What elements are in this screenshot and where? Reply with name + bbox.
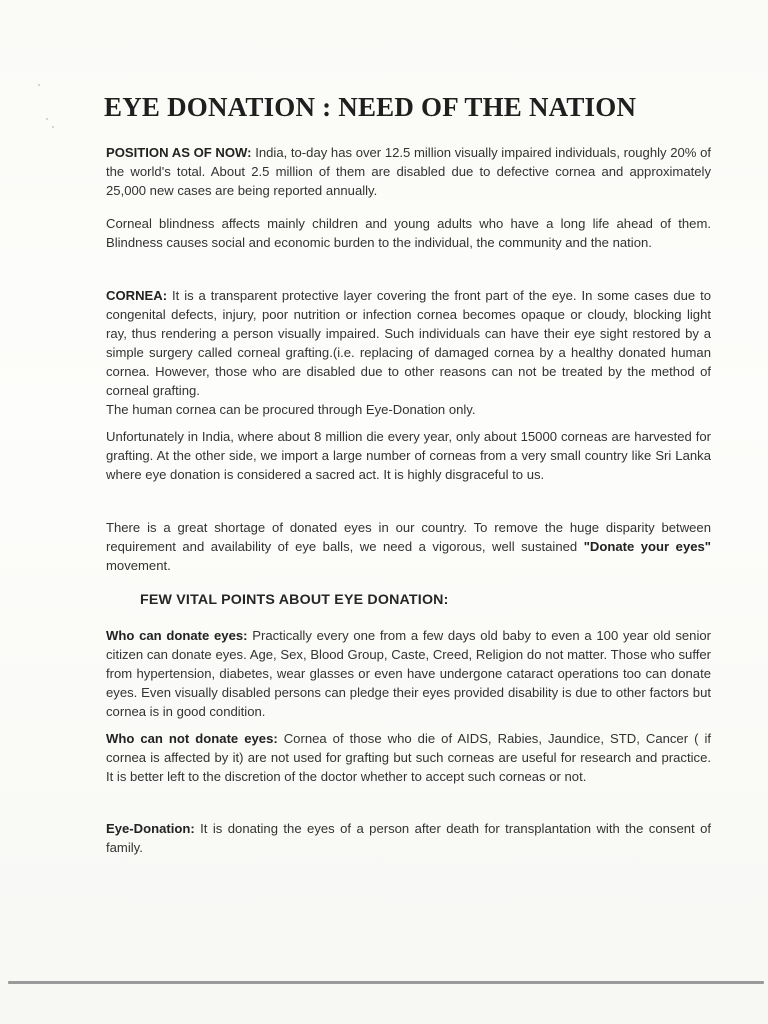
paragraph-shortage: [106, 518, 711, 575]
point-text: Cornea of those who die of AIDS, Rabies, Jaundice, STD, Cancer ( if cornea is affected by it) are not used for grafting but such corneas are useful for research and practice. It is better left to the discretion of the doctor whether to accept such corneas or not.: [106, 731, 712, 784]
point-text: Practically every one from a few days old baby to even a 100 year old senior citizen can donate eyes. Age, Sex, Blood Group, Caste, Creed, Religion do not matter. Those who suffer from hypertension, diabetes, wear glasses or even have undergone cataract operations too can donate eyes. Even visually disabled persons can pledge their eyes provided disability is due to other factors but cornea is in good condition.: [106, 628, 711, 719]
emphasis-donate-your-eyes: "Donate your eyes": [583, 539, 711, 554]
paragraph-text: Corneal blindness affects mainly children and young adults who have a long life ahead of them. Blindness causes social and economic burden to the individual, the community and the nation.: [106, 216, 711, 250]
paragraph-text: India, to-day has over 12.5 million visually impaired individuals, roughly 20% of the world's total. About 2.5 million of them are disabled due to defective cornea and approximately 25,000 new cases are being reported annually.: [106, 145, 711, 198]
paragraph-label: CORNEA:: [106, 288, 168, 303]
paragraph-label: POSITION AS OF NOW:: [106, 145, 252, 160]
point-label: Eye-Donation:: [106, 821, 195, 836]
point-who-can-donate: [106, 626, 711, 721]
section-subheading: FEW VITAL POINTS ABOUT EYE DONATION:: [140, 592, 449, 608]
scan-speck: [38, 84, 40, 86]
scan-speck: [52, 126, 54, 128]
point-who-can-not-donate: [106, 729, 711, 786]
paragraph-text-after: movement.: [106, 558, 171, 573]
point-label: Who can donate eyes:: [106, 628, 248, 643]
paragraph-text: Unfortunately in India, where about 8 million die every year, only about 15000 corneas are harvested for grafting. At the other side, we import a large number of corneas from a very small country like Sri Lanka where eye donation is considered a sacred act. It is highly disgraceful to us.: [106, 429, 711, 482]
point-text: It is donating the eyes of a person after death for transplantation with the consent of family.: [106, 821, 711, 855]
paragraph-position: [106, 143, 711, 200]
paragraph-text: There is a great shortage of donated eyes in our country. To remove the huge disparity between requirement and availability of eye balls, we need a vigorous, well sustained: [106, 520, 711, 554]
bottom-divider: [8, 981, 764, 984]
paragraph-corneal-blindness: [106, 214, 711, 252]
paragraph-text-extra: The human cornea can be procured through Eye-Donation only.: [106, 402, 476, 417]
point-eye-donation: [106, 819, 711, 857]
point-label: Who can not donate eyes:: [106, 731, 278, 746]
paragraph-india-statistics: [106, 427, 711, 484]
document-title: EYE DONATION : NEED OF THE NATION: [104, 92, 637, 122]
paragraph-cornea: [106, 286, 711, 419]
scan-speck: [46, 118, 48, 120]
paragraph-text: It is a transparent protective layer covering the front part of the eye. In some cases due to congenital defects, injury, poor nutrition or infection cornea becomes opaque or cloudy, blocking light ray, thus rendering a person visually impaired. Such individuals can have their eye sight restored by a simple surgery called corneal grafting.(i.e. replacing of damaged cornea by a healthy donated human cornea. However, those who are disabled due to other reasons can not be treated by the method of corneal grafting.: [106, 288, 711, 398]
